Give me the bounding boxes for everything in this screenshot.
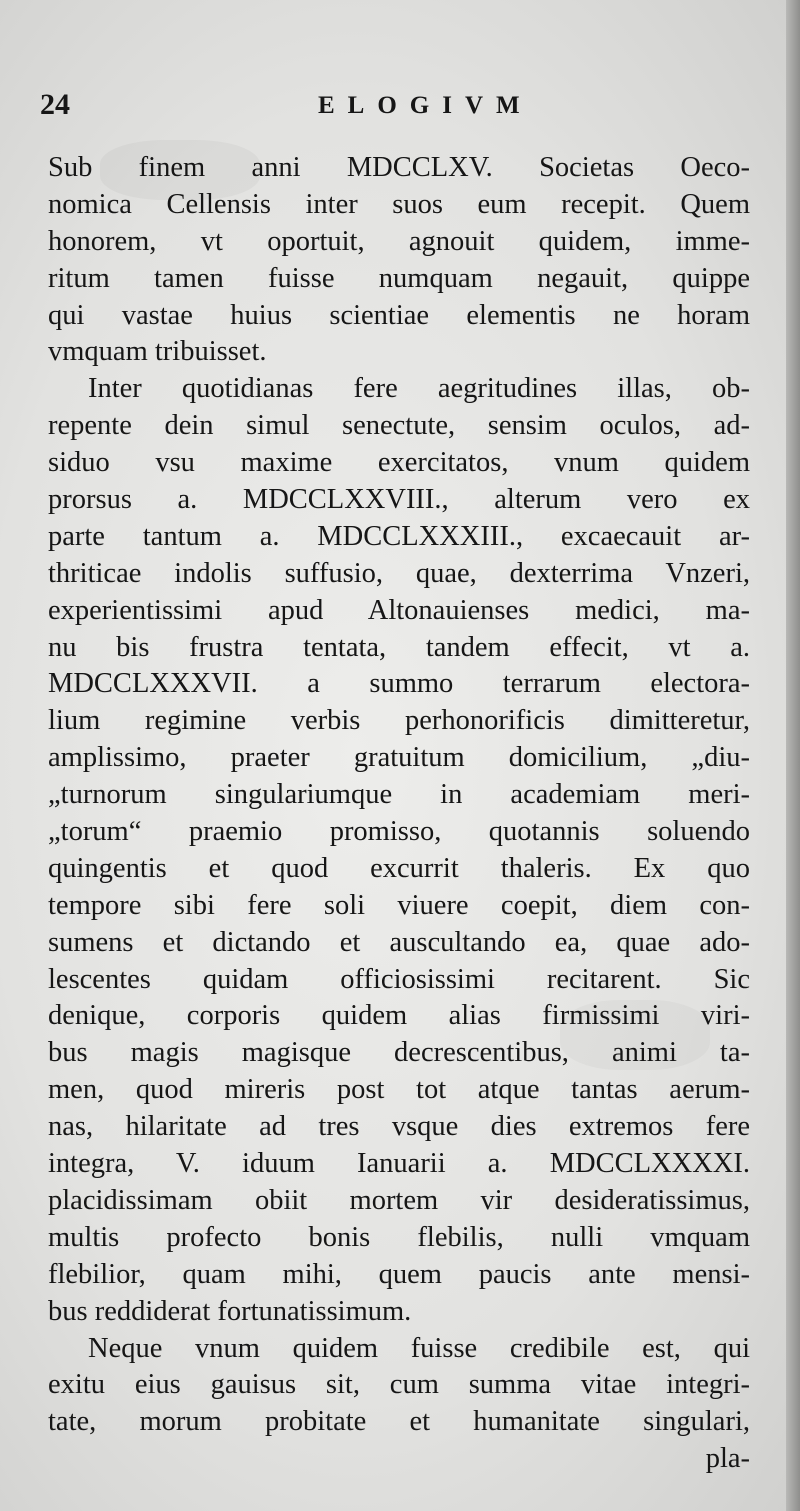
- page-header: [40, 88, 750, 128]
- text-line: thriticae indolis suffusio, quae, dexterrima Vnzeri,: [48, 557, 750, 589]
- text-line: parte tantum a. MDCCLXXXIII., excaecauit ar-: [48, 520, 750, 552]
- text-line: „torum“ praemio promisso, quotannis soluendo: [48, 816, 750, 848]
- text-line: lium regimine verbis perhonorificis dimitteretur,: [48, 705, 750, 737]
- text-line: Sub finem anni MDCCLXV. Societas Oeco-: [48, 152, 750, 183]
- page-edge: [786, 0, 800, 1511]
- text-line: Neque vnum quidem fuisse credibile est, qui: [88, 1332, 750, 1364]
- text-line: bus magis magisque decrescentibus, animi ta-: [48, 1037, 750, 1069]
- text-line: qui vastae huius scientiae elementis ne horam: [48, 299, 750, 331]
- text-line: repente dein simul senectute, sensim oculos, ad-: [48, 410, 750, 442]
- text-line: placidissimam obiit mortem vir desideratissimus,: [48, 1184, 750, 1216]
- page-number: 24: [40, 88, 70, 121]
- text-line: lescentes quidam officiosissimi recitarent. Sic: [48, 963, 750, 995]
- text-line: MDCCLXXXVII. a summo terrarum electora-: [48, 668, 750, 700]
- text-line: prorsus a. MDCCLXXVIII., alterum vero ex: [48, 484, 750, 516]
- text-line: siduo vsu maxime exercitatos, vnum quidem: [48, 447, 750, 479]
- catchword: pla-: [705, 1443, 750, 1475]
- text-line: quingentis et quod excurrit thaleris. Ex quo: [48, 852, 750, 884]
- text-line: denique, corporis quidem alias firmissimi viri-: [48, 1000, 750, 1032]
- text-line: ritum tamen fuisse numquam negauit, quippe: [48, 262, 750, 294]
- text-line: bus reddiderat fortunatissimum.: [48, 1295, 412, 1327]
- text-line: tate, morum probitate et humanitate singulari,: [48, 1406, 750, 1438]
- text-line: multis profecto bonis flebilis, nulli vmquam: [48, 1221, 750, 1253]
- text-line: sumens et dictando et auscultando ea, quae ado-: [48, 926, 750, 958]
- text-line: flebilior, quam mihi, quem paucis ante mensi-: [48, 1258, 750, 1290]
- text-line: Inter quotidianas fere aegritudines illas, ob-: [88, 373, 750, 405]
- text-line: experientissimi apud Altonauienses medici, ma-: [48, 594, 750, 626]
- text-line: nas, hilaritate ad tres vsque dies extremos fere: [48, 1111, 750, 1143]
- text-line: „turnorum singulariumque in academiam meri-: [48, 779, 750, 811]
- text-line: amplissimo, praeter gratuitum domicilium, „diu-: [48, 742, 750, 774]
- text-line: tempore sibi fere soli viuere coepit, diem con-: [48, 889, 750, 921]
- running-title: ELOGIVM: [318, 92, 533, 119]
- text-line: nu bis frustra tentata, tandem effecit, vt a.: [48, 631, 750, 663]
- text-line: exitu eius gauisus sit, cum summa vitae integri-: [48, 1369, 750, 1401]
- text-line: integra, V. iduum Ianuarii a. MDCCLXXXXI.: [48, 1148, 750, 1180]
- text-line: vmquam tribuisset.: [48, 336, 267, 368]
- text-line: honorem, vt oportuit, agnouit quidem, imme-: [48, 225, 750, 257]
- text-line: men, quod mireris post tot atque tantas aerum-: [48, 1074, 750, 1106]
- text-line: nomica Cellensis inter suos eum recepit. Quem: [48, 188, 750, 220]
- body-text: [48, 150, 750, 1478]
